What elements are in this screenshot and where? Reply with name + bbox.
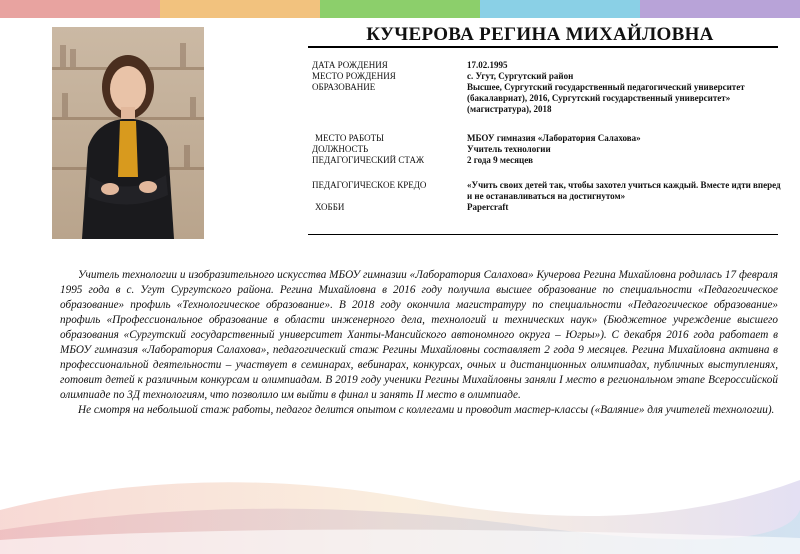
color-segment-3 bbox=[320, 0, 480, 18]
birth-date-value: 17.02.1995 bbox=[467, 60, 508, 70]
birth-place-value: с. Угут, Сургутский район bbox=[467, 71, 574, 81]
hobby-label: ХОББИ bbox=[315, 202, 345, 212]
detail-row-experience bbox=[312, 155, 782, 166]
details-bottom-rule bbox=[308, 234, 778, 235]
detail-row-birth-place bbox=[312, 71, 782, 82]
header-color-bar bbox=[0, 0, 800, 18]
workplace-value: МБОУ гимназия «Лаборатория Салахова» bbox=[467, 133, 641, 143]
birth-date-label: ДАТА РОЖДЕНИЯ bbox=[312, 60, 388, 70]
credo-value: «Учить своих детей так, чтобы захотел учиться каждый. Вместе идти вперед и не останавливаться на достигнутом» bbox=[467, 180, 781, 201]
experience-label: ПЕДАГОГИЧЕСКИЙ СТАЖ bbox=[312, 155, 425, 165]
person-silhouette bbox=[52, 27, 204, 239]
detail-row-birth-date bbox=[312, 60, 782, 71]
details-table bbox=[312, 60, 782, 213]
color-segment-2 bbox=[160, 0, 320, 18]
person-name: КУЧЕРОВА РЕГИНА МИХАЙЛОВНА bbox=[366, 24, 714, 45]
credo-label: ПЕДАГОГИЧЕСКОЕ КРЕДО bbox=[312, 180, 427, 190]
portrait-photo bbox=[52, 27, 204, 239]
biography-paragraph: Не смотря на небольшой стаж работы, педагог делится опытом с коллегами и проводит мастер-классы («Валяние» для учителей технологии). bbox=[78, 404, 775, 416]
experience-value: 2 года 9 месяцев bbox=[467, 155, 534, 165]
detail-row-education bbox=[312, 82, 782, 115]
biography-paragraph: Учитель технологии и изобразительного искусства МБОУ гимназии «Лаборатория Салахова» Кучерова Регина Михайловна родилась 17 февраля 1995 года в с. Угут Сургутского района. Регина Михайловна в 2016 году получила высшее образование по специальности «Педагогическое образование» профиль «Технологическое образование». В 2018 году окончила магистратуру по специальности «Педагогическое образование» профиль «Профессиональное образование в области инженерного дела, технологий и технических наук» (Бюджетное учреждение высшего образования «Сургутский государственный университет Ханты-Мансийского автономного округа – Югры»). С декабря 2016 года работает в МБОУ гимназия «Лаборатория Салахова», педагогический стаж Регины Михайловны составляет 2 года 9 месяцев. Регина Михайловна активна в профессиональной деятельности – участвует в семинарах, вебинарах, конкурсах, очных и дистанционных олимпиадах, публичных выступлениях, готовит детей к различным конкурсам и олимпиадам. В 2019 году ученики Регины Михайловны заняли I место в региональном этапе Всероссийской олимпиаде по 3Д технологиям, что позволило им выйти в финал и занять II место в олимпиаде. bbox=[60, 269, 778, 401]
detail-row-hobby bbox=[312, 202, 782, 213]
hobby-value: Papercraft bbox=[467, 202, 509, 212]
education-value: Высшее, Сургутский государственный педагогический университет (бакалавриат), 2016, Сургутский государственный университет» (магистратура), 2018 bbox=[467, 82, 745, 114]
education-label: ОБРАЗОВАНИЕ bbox=[312, 82, 376, 92]
detail-row-workplace bbox=[312, 133, 782, 144]
birth-place-label: МЕСТО РОЖДЕНИЯ bbox=[312, 71, 396, 81]
header-divider bbox=[308, 46, 778, 48]
detail-row-position bbox=[312, 144, 782, 155]
color-segment-4 bbox=[480, 0, 640, 18]
workplace-label: МЕСТО РАБОТЫ bbox=[315, 133, 384, 143]
color-segment-5 bbox=[640, 0, 800, 18]
color-segment-1 bbox=[0, 0, 160, 18]
decorative-waves bbox=[0, 440, 800, 554]
position-value: Учитель технологии bbox=[467, 144, 551, 154]
detail-row-credo bbox=[312, 180, 782, 202]
biography-text bbox=[60, 268, 778, 418]
position-label: ДОЛЖНОСТЬ bbox=[312, 144, 369, 154]
